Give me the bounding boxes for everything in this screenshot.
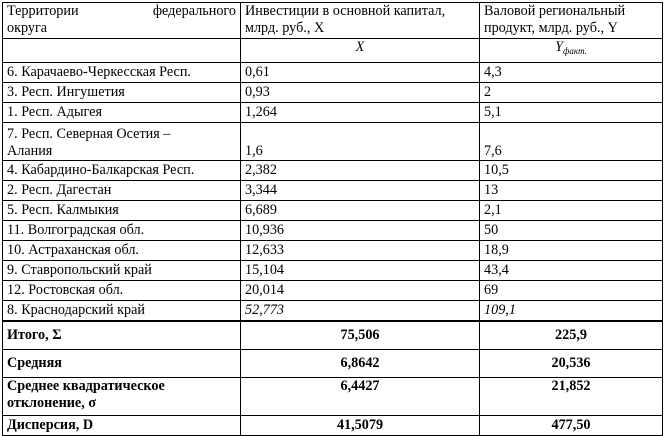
- sd-x: 6,4427: [241, 378, 480, 416]
- symbol-y: $Y_{факт.}$: [480, 39, 663, 63]
- total-y: 225,9: [480, 321, 663, 350]
- row-x: 10,936: [241, 221, 480, 241]
- row-x: 6,689: [241, 201, 480, 221]
- header-investment-line2: млрд. руб., X: [245, 20, 325, 36]
- row-name: 5. Респ. Калмыкия: [3, 201, 241, 221]
- row-y: 50: [480, 221, 663, 241]
- row-name: 8. Краснодарский край: [3, 301, 241, 322]
- total-row: [3, 321, 663, 350]
- row-name: 12. Ростовская обл.: [3, 281, 241, 301]
- symbol-row: [3, 39, 663, 63]
- row-y: 5,1: [480, 103, 663, 123]
- row-y: 69: [480, 281, 663, 301]
- sd-label-line2: отклонение, σ: [7, 395, 97, 411]
- sd-y: 21,852: [480, 378, 663, 416]
- row-name: 2. Респ. Дагестан: [3, 181, 241, 201]
- row-y: 7,6: [480, 123, 663, 161]
- header-row: [3, 3, 663, 39]
- row-name: 9. Ставропольский край: [3, 261, 241, 281]
- symbol-empty-cell: [3, 39, 241, 63]
- row-x: 12,633: [241, 241, 480, 261]
- row-x: 1,264: [241, 103, 480, 123]
- table-row: [3, 181, 663, 201]
- row-y: 2,1: [480, 201, 663, 221]
- header-grp: [480, 3, 663, 39]
- variance-x: 41,5079: [241, 416, 480, 436]
- mean-label: Средняя: [3, 350, 241, 378]
- row-x: 0,93: [241, 83, 480, 103]
- data-table: [2, 2, 663, 436]
- row-x: 20,014: [241, 281, 480, 301]
- row-name: 3. Респ. Ингушетия: [3, 83, 241, 103]
- row-x: 15,104: [241, 261, 480, 281]
- row-y: 109,1: [480, 301, 663, 322]
- header-grp-line1: Валовой региональный: [484, 3, 626, 19]
- header-territory-word2: федерального: [152, 3, 236, 19]
- header-investment-line1: Инвестиции в основной капитал,: [245, 3, 446, 19]
- header-territory-line2: округа: [7, 20, 48, 36]
- table-row: [3, 103, 663, 123]
- row-y: 13: [480, 181, 663, 201]
- table-row: [3, 241, 663, 261]
- symbol-y-subscript: факт.: [563, 46, 587, 56]
- row-name: [3, 123, 241, 161]
- mean-x: 6,8642: [241, 350, 480, 378]
- variance-row: [3, 416, 663, 436]
- total-label: Итого, Σ: [3, 321, 241, 350]
- header-territory: [3, 3, 241, 39]
- row-y: 4,3: [480, 63, 663, 83]
- variance-y: 477,50: [480, 416, 663, 436]
- row-x: 2,382: [241, 161, 480, 181]
- row-y: 18,9: [480, 241, 663, 261]
- row-name: 11. Волгоградская обл.: [3, 221, 241, 241]
- table-row: [3, 201, 663, 221]
- row-x: 3,344: [241, 181, 480, 201]
- row-y: 10,5: [480, 161, 663, 181]
- row-x: 0,61: [241, 63, 480, 83]
- header-investment: [241, 3, 480, 39]
- variance-label: Дисперсия, D: [3, 416, 241, 436]
- sd-label-line1: Среднее квадратическое: [7, 378, 165, 394]
- row-name-line1: 7. Респ. Северная Осетия –: [7, 126, 171, 142]
- row-y: 43,4: [480, 261, 663, 281]
- row-x: 52,773: [241, 301, 480, 322]
- row-x: 1,6: [241, 123, 480, 161]
- total-x: 75,506: [241, 321, 480, 350]
- table-row: [3, 83, 663, 103]
- header-grp-line2: продукт, млрд. руб., Y: [484, 20, 618, 36]
- table-row: [3, 221, 663, 241]
- table-row: [3, 261, 663, 281]
- table-row: [3, 123, 663, 161]
- row-name: 4. Кабардино-Балкарская Респ.: [3, 161, 241, 181]
- row-name: 6. Карачаево-Черкесская Респ.: [3, 63, 241, 83]
- sd-label: [3, 378, 241, 416]
- symbol-x: X: [241, 39, 480, 63]
- row-name-line2: Алания: [7, 143, 53, 159]
- mean-row: [3, 350, 663, 378]
- sd-row: [3, 378, 663, 416]
- row-y: 2: [480, 83, 663, 103]
- table-row: [3, 63, 663, 83]
- table-row: [3, 281, 663, 301]
- row-name: 1. Респ. Адыгея: [3, 103, 241, 123]
- table-row: [3, 301, 663, 322]
- row-name: 10. Астраханская обл.: [3, 241, 241, 261]
- mean-y: 20,536: [480, 350, 663, 378]
- header-territory-word1: Территории: [7, 3, 79, 19]
- table-row: [3, 161, 663, 181]
